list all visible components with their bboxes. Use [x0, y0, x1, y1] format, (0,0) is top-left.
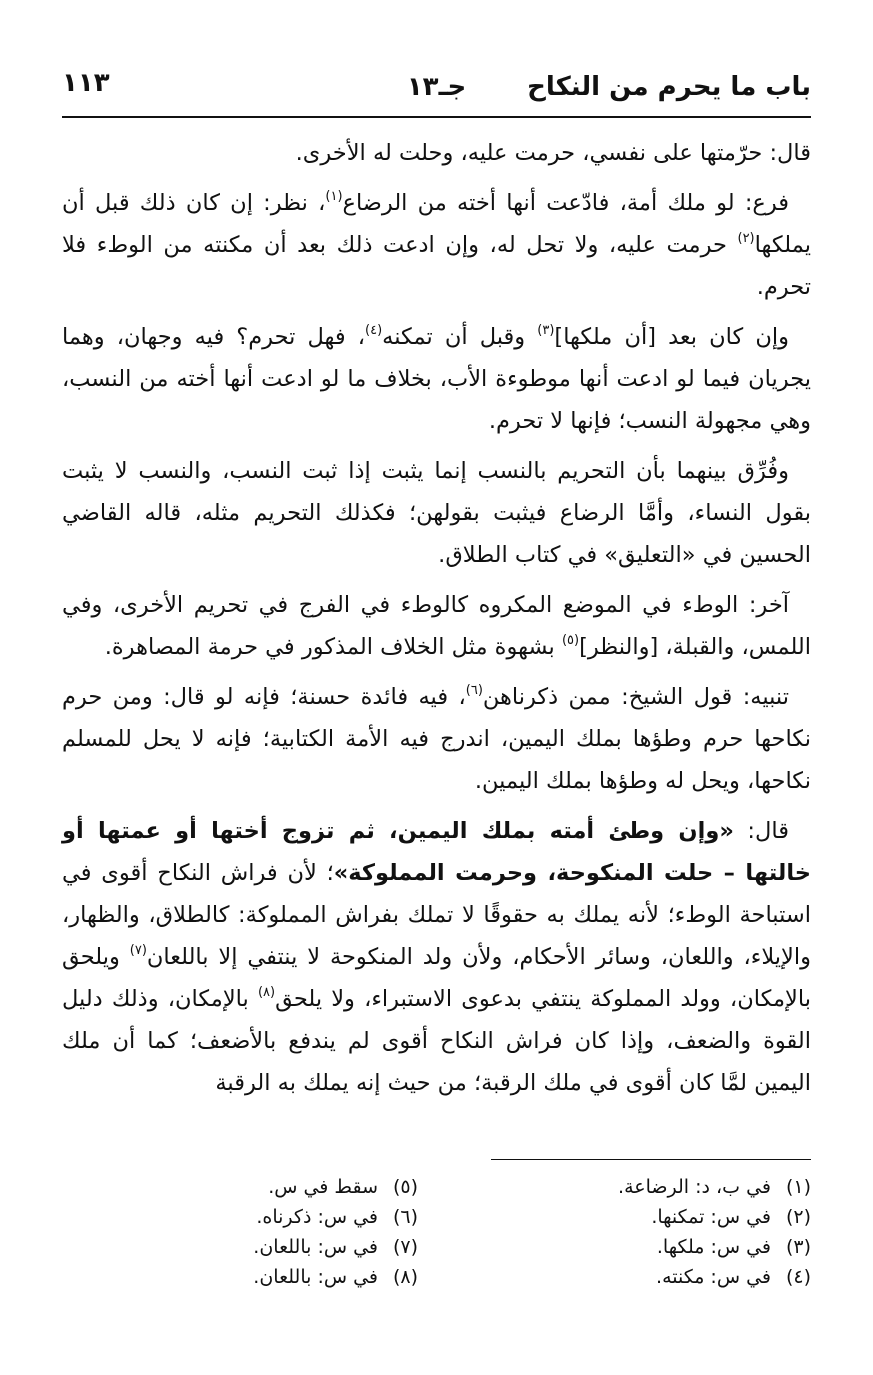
footnote-number: (٥)	[392, 1176, 418, 1198]
footnote-text: في ب، د: الرضاعة.	[618, 1176, 771, 1198]
footnote-number: (٣)	[785, 1236, 811, 1258]
footnote-number: (٢)	[785, 1206, 811, 1228]
footnote-text: في س: مكنته.	[656, 1266, 771, 1288]
footnote-marker: (١)	[325, 189, 343, 204]
footnote-item	[618, 1202, 811, 1232]
running-header	[62, 66, 811, 110]
footnote-item	[618, 1232, 811, 1262]
paragraph	[62, 676, 811, 802]
footnote-number: (٧)	[392, 1236, 418, 1258]
footnote-number: (٨)	[392, 1266, 418, 1288]
footnote-number: (١)	[785, 1176, 811, 1198]
main-text	[62, 132, 811, 1104]
footnote-text: في س: ذكرناه.	[256, 1206, 378, 1228]
footnote-item	[253, 1262, 418, 1292]
chapter-title: باب ما يحرم من النكاح	[527, 72, 811, 102]
footnote-number: (٤)	[785, 1266, 811, 1288]
paragraph	[62, 450, 811, 576]
footnote-marker: (٤)	[365, 323, 383, 338]
footnote-text: في س: باللعان.	[253, 1266, 378, 1288]
footnote-marker: (٧)	[129, 943, 147, 958]
text-run: قال:	[733, 818, 789, 844]
text-run: ؛ لأن فراش النكاح أقوى في استباحة الوطء؛ لأنه يملك به حقوقًا لا تملك بفراش المملوكة: كالطلاق، والظهار، والإيلاء، واللعان، وسائر الأحكام، ولأن ولد المنكوحة لا ينتفي إلا باللعان	[62, 860, 811, 970]
paragraph	[62, 132, 811, 174]
footnote-marker: (٥)	[561, 633, 580, 648]
footnote-rule	[491, 1159, 811, 1160]
footnote-marker: (٨)	[257, 985, 276, 1000]
text-run: فرع: لو ملك أمة، فادّعت أنها أخته من الرضاع	[342, 190, 790, 216]
footnote-item	[253, 1232, 418, 1262]
text-run: ، نظر: إن كان ذلك قبل أن يملكها	[62, 190, 811, 258]
text-run: ، فهل تحرم؟ فيه وجهان، وهما يجريان فيما لو ادعت أنها موطوءة الأب، بخلاف ما لو ادعت أنها أخته من النسب، وهي مجهولة النسب؛ فإنها لا تحرم.	[62, 324, 811, 434]
footnote-marker: (٦)	[465, 683, 483, 698]
page-number: ١١٣	[62, 68, 110, 98]
footnotes-column-right	[618, 1172, 811, 1292]
footnote-text: في س: تمكنها.	[651, 1206, 771, 1228]
footnotes-column-left	[253, 1172, 418, 1292]
text-run: وقبل أن تمكنه	[382, 324, 538, 350]
footnote-item	[253, 1202, 418, 1232]
text-run: تنبيه: قول الشيخ: ممن ذكرناهن	[482, 684, 789, 710]
text-run: بشهوة مثل الخلاف المذكور في حرمة المصاهرة.	[104, 634, 562, 660]
text-run: حرمت عليه، ولا تحل له، وإن ادعت ذلك بعد أن مكنته من الوطء فلا تحرم.	[62, 232, 811, 300]
volume-label: جـ١٣	[406, 72, 467, 102]
text-run: قال: حرّمتها على نفسي، حرمت عليه، وحلت له الأخرى.	[295, 140, 811, 166]
footnote-marker: (٣)	[537, 323, 555, 338]
header-rule	[62, 116, 811, 118]
text-run: ويلحق بالإمكان، وولد المملوكة ينتفي بدعوى الاستبراء، ولا يلحق	[62, 944, 811, 1012]
quoted-matn: «وإن وطئ أمته بملك اليمين، ثم تزوج أختها أو عمتها أو خالتها – حلت المنكوحة، وحرمت المملوكة»	[62, 818, 811, 886]
footnote-number: (٦)	[392, 1206, 418, 1228]
footnote-item	[618, 1262, 811, 1292]
text-run: وإن كان بعد [أن ملكها]	[554, 324, 789, 350]
text-run: ، فيه فائدة حسنة؛ فإنه لو قال: ومن حرم نكاحها حرم وطؤها بملك اليمين، اندرج فيه الأمة الكتابية؛ فإنه لا يحل للمسلم نكاحها، ويحل له وطؤها بملك اليمين.	[62, 684, 811, 794]
text-run: بالإمكان، وذلك دليل القوة والضعف، وإذا كان فراش النكاح أقوى لم يندفع بالأضعف؛ كما أن ملك اليمين لمَّا كان أقوى في ملك الرقبة؛ من حيث إنه يملك به الرقبة	[62, 986, 811, 1096]
footnote-item	[253, 1172, 418, 1202]
footnote-item	[618, 1172, 811, 1202]
footnote-marker: (٢)	[737, 231, 755, 246]
paragraph	[62, 584, 811, 668]
footnote-text: في س: ملكها.	[656, 1236, 771, 1258]
paragraph	[62, 316, 811, 442]
footnote-text: في س: باللعان.	[253, 1236, 378, 1258]
paragraph	[62, 182, 811, 308]
footnote-text: سقط في س.	[268, 1176, 378, 1198]
text-run: وفُرِّق بينهما بأن التحريم بالنسب إنما يثبت إذا ثبت النسب، والنسب لا يثبت بقول النساء، وأمَّا الرضاع فيثبت بقولهن؛ فكذلك التحريم مثله، قاله القاضي الحسين في «التعليق» في كتاب الطلاق.	[62, 458, 811, 568]
paragraph	[62, 810, 811, 1104]
text-run: آخر: الوطء في الموضع المكروه كالوطء في الفرج في تحريم الأخرى، وفي اللمس، والقبلة، [والنظر]	[62, 592, 811, 660]
